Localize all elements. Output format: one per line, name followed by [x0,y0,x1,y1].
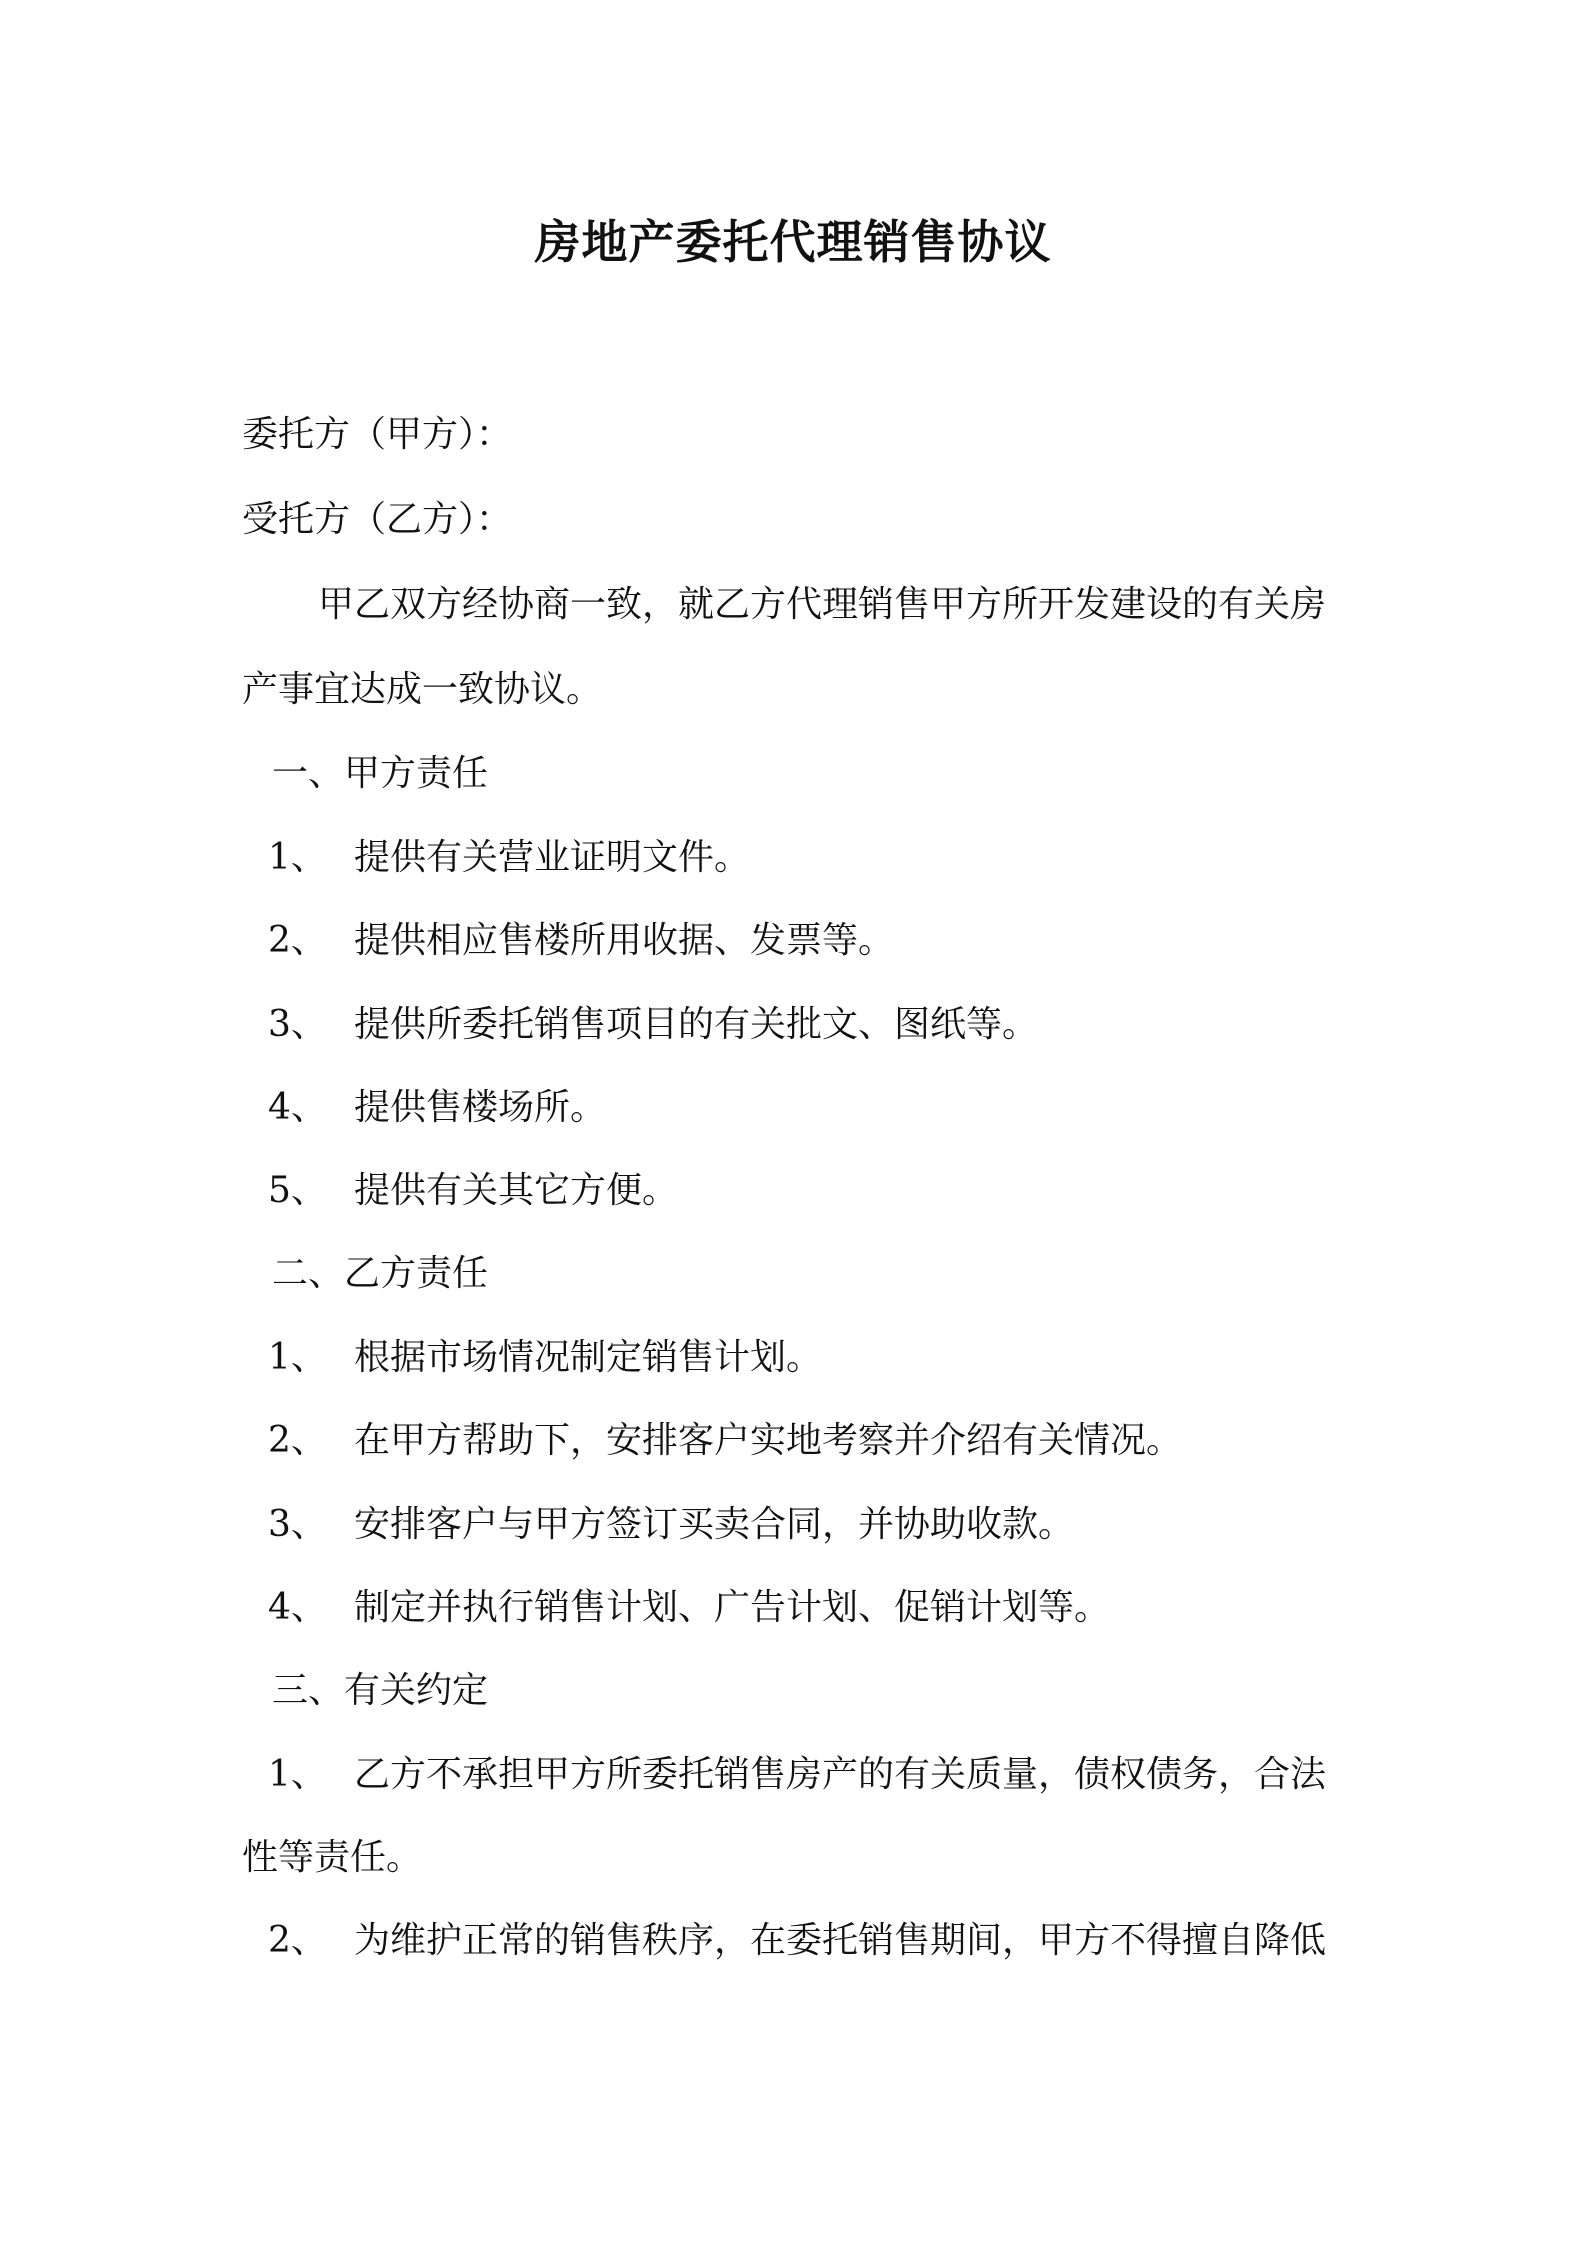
list-item-text: 为维护正常的销售秩序，在委托销售期间，甲方不得擅自降低 [354,1920,1327,1961]
list-item-text: 提供相应售楼所用收据、发票等。 [354,920,895,961]
list-item-number: 5、 [268,1170,327,1211]
list-item-text: 安排客户与甲方签订买卖合同，并协助收款。 [354,1504,1075,1545]
list-item-number: 2、 [268,920,327,961]
list-item-number: 3、 [268,1504,327,1545]
list-item-number: 2、 [268,1420,327,1461]
list-item-continuation: 性等责任。 [242,1837,423,1878]
document-title: 房地产委托代理销售协议 [534,215,1052,269]
party-a-label: 委托方（甲方）： [242,414,513,455]
list-item-text: 根据市场情况制定销售计划。 [354,1337,823,1378]
list-item-text: 制定并执行销售计划、广告计划、促销计划等。 [354,1587,1111,1628]
list-item-number: 1、 [268,837,327,878]
list-item-number: 4、 [268,1587,327,1628]
list-item-number: 1、 [268,1337,327,1378]
list-item-number: 2、 [268,1920,327,1961]
list-item-number: 1、 [268,1754,327,1795]
section-heading-agreements: 三、有关约定 [272,1670,489,1711]
list-item-number: 4、 [268,1087,327,1128]
party-b-label: 受托方（乙方）： [242,499,513,540]
list-item-text: 提供所委托销售项目的有关批文、图纸等。 [354,1004,1039,1045]
list-item-text: 乙方不承担甲方所委托销售房产的有关质量，债权债务，合法 [354,1754,1327,1795]
list-item-text: 提供有关其它方便。 [354,1170,679,1211]
intro-paragraph-line-1: 甲乙双方经协商一致，就乙方代理销售甲方所开发建设的有关房 [318,584,1327,625]
section-heading-party-b: 二、乙方责任 [272,1253,489,1294]
list-item-text: 在甲方帮助下，安排客户实地考察并介绍有关情况。 [354,1420,1183,1461]
list-item-number: 3、 [268,1004,327,1045]
intro-paragraph-line-2: 产事宜达成一致协议。 [242,669,603,710]
list-item-text: 提供售楼场所。 [354,1087,607,1128]
section-heading-party-a: 一、甲方责任 [272,753,489,794]
list-item-text: 提供有关营业证明文件。 [354,837,751,878]
